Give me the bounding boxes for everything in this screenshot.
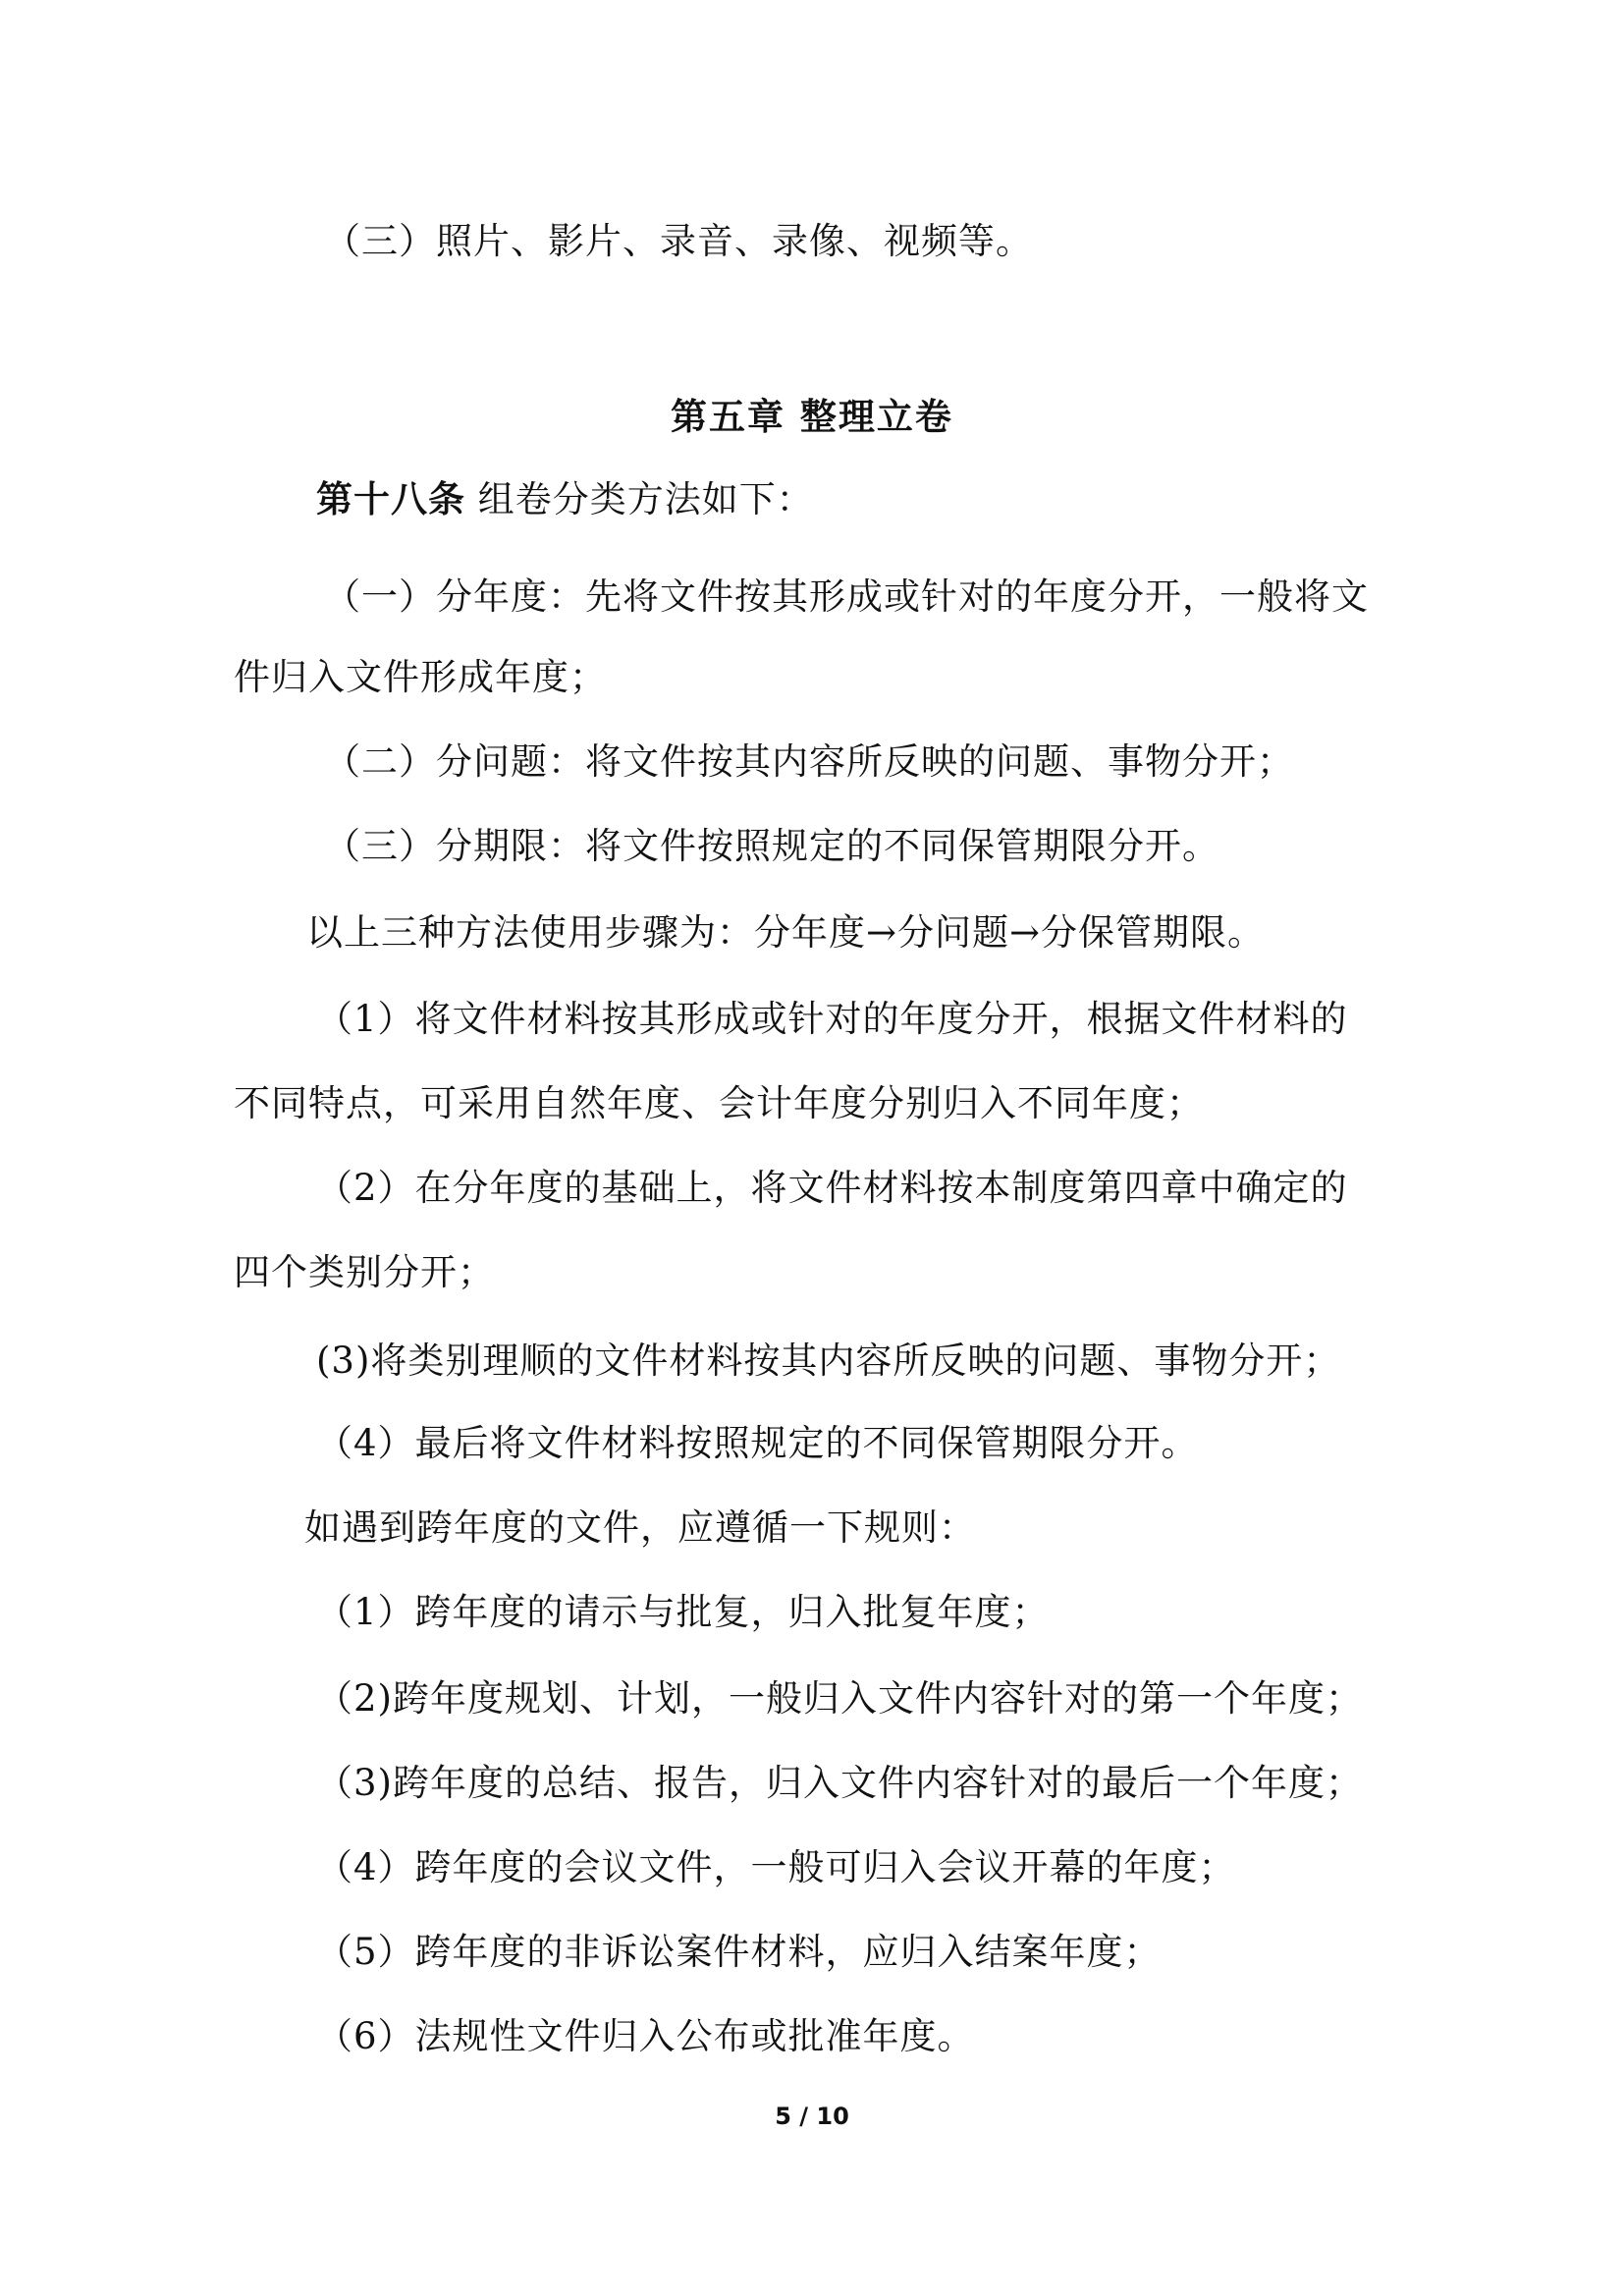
text-line: (3)将类别理顺的文件材料按其内容所反映的问题、事物分开； [316, 1339, 1341, 1382]
text-line: （2)跨年度规划、计划，一般归入文件内容针对的第一个年度； [316, 1677, 1363, 1720]
text-line: （4）跨年度的会议文件，一般可归入会议开幕的年度； [316, 1846, 1236, 1888]
text-line: 如遇到跨年度的文件，应遵循一下规则： [304, 1506, 976, 1549]
text-line: （三）分期限：将文件按照规定的不同保管期限分开。 [324, 825, 1219, 867]
article-text: 组卷分类方法如下： [465, 478, 814, 520]
text-line: （4）最后将文件材料按照规定的不同保管期限分开。 [316, 1422, 1199, 1464]
text-line: （2）在分年度的基础上，将文件材料按本制度第四章中确定的 [316, 1167, 1348, 1209]
chapter-heading: 第五章 整理立卷 [671, 395, 953, 438]
page-number: 5 / 10 [775, 2103, 849, 2130]
text-line: 件归入文件形成年度； [234, 656, 607, 698]
text-line: （1）跨年度的请示与批复，归入批复年度； [316, 1591, 1050, 1633]
text-line: 以上三种方法使用步骤为：分年度→分问题→分保管期限。 [306, 911, 1266, 954]
article-heading [316, 475, 814, 523]
text-line: 不同特点，可采用自然年度、会计年度分别归入不同年度； [234, 1082, 1204, 1124]
text-line: （5）跨年度的非诉讼案件材料，应归入结案年度； [316, 1931, 1162, 1973]
text-line: （6）法规性文件归入公布或批准年度。 [316, 2015, 975, 2057]
text-line: （二）分问题：将文件按其内容所反映的问题、事物分开； [324, 740, 1294, 783]
text-line: （三）照片、影片、录音、录像、视频等。 [324, 220, 1033, 262]
text-line: （1）将文件材料按其形成或针对的年度分开，根据文件材料的 [316, 998, 1348, 1040]
text-line: （一）分年度：先将文件按其形成或针对的年度分开，一般将文 [324, 575, 1369, 618]
text-line: 四个类别分开； [234, 1251, 495, 1293]
text-line: （3)跨年度的总结、报告，归入文件内容针对的最后一个年度； [316, 1762, 1363, 1804]
article-label: 第十八条 [316, 477, 465, 520]
